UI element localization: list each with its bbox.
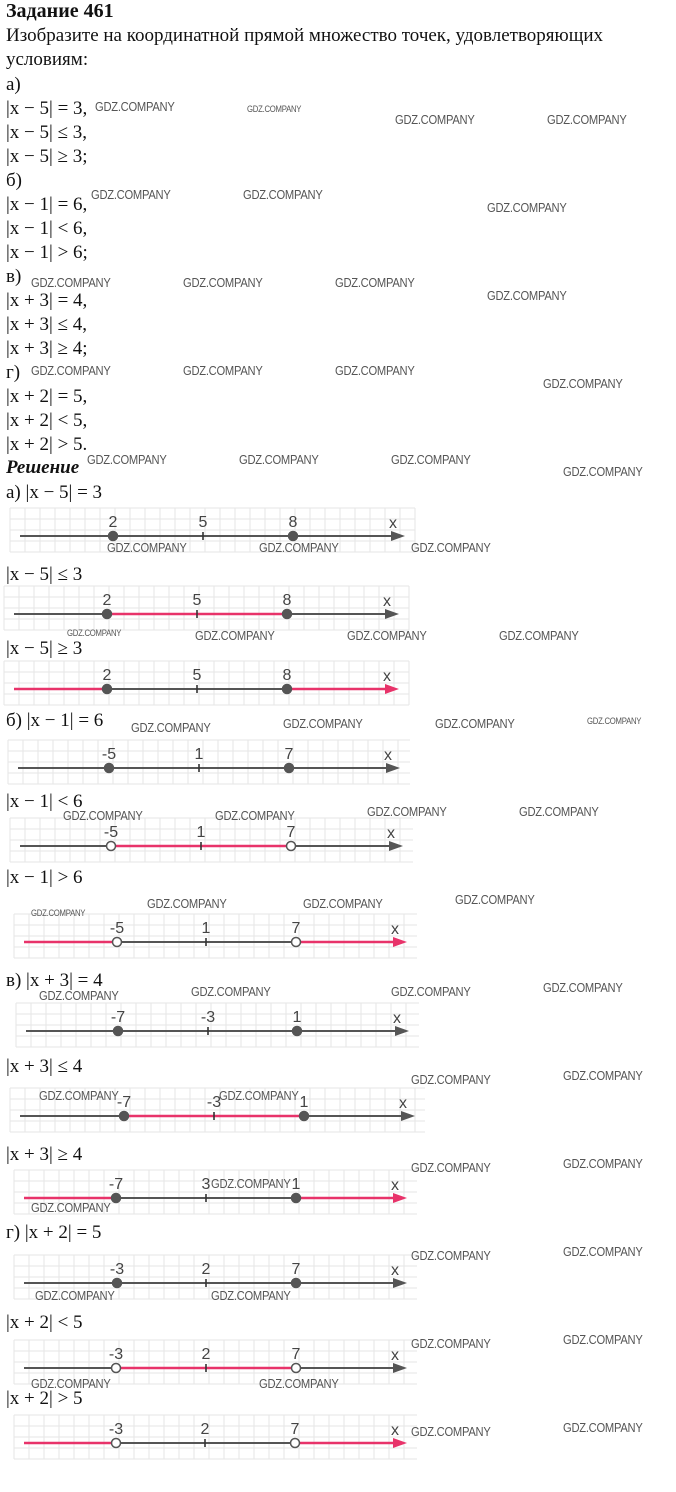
tick-label: -5: [109, 920, 125, 937]
number-line: [0, 912, 420, 962]
filled-point: [283, 685, 292, 694]
open-point: [107, 842, 116, 851]
watermark: GDZ.COMPANY: [147, 896, 227, 911]
tick-label: 1: [196, 824, 206, 841]
filled-point: [103, 610, 112, 619]
watermark: GDZ.COMPANY: [347, 628, 427, 643]
tick-label: 2: [102, 592, 112, 609]
watermark: GDZ.COMPANY: [499, 628, 579, 643]
watermark: GDZ.COMPANY: [335, 275, 415, 290]
watermark: GDZ.COMPANY: [487, 200, 567, 215]
tick-label: -7: [108, 1176, 124, 1193]
condition-b-3: |x − 1| > 6;: [6, 242, 88, 263]
filled-point: [292, 1279, 301, 1288]
watermark: GDZ.COMPANY: [411, 1336, 491, 1351]
axis-variable-label: x: [391, 1422, 399, 1439]
filled-point: [113, 1279, 122, 1288]
watermark: GDZ.COMPANY: [367, 804, 447, 819]
axis-arrow: [393, 1193, 407, 1203]
condition-b-1: |x − 1| = 6,: [6, 194, 88, 215]
tick-label: -7: [110, 1009, 126, 1026]
number-line-caption: б) |x − 1| = 6: [6, 710, 104, 731]
tick-label: -5: [101, 746, 117, 763]
tick-label: 1: [291, 1176, 301, 1193]
filled-point: [112, 1194, 121, 1203]
watermark: GDZ.COMPANY: [35, 1288, 115, 1303]
tick-label: 7: [284, 746, 294, 763]
watermark: GDZ.COMPANY: [259, 540, 339, 555]
watermark: GDZ.COMPANY: [455, 892, 535, 907]
watermark: GDZ.COMPANY: [31, 1376, 111, 1391]
axis-variable-label: x: [391, 1347, 399, 1364]
tick-label: -3: [206, 1094, 222, 1111]
watermark: GDZ.COMPANY: [211, 1176, 291, 1191]
watermark: GDZ.COMPANY: [243, 187, 323, 202]
axis-arrow: [389, 841, 403, 851]
watermark: GDZ.COMPANY: [183, 275, 263, 290]
axis-arrow: [393, 1278, 407, 1288]
watermark: GDZ.COMPANY: [411, 1072, 491, 1087]
watermark: GDZ.COMPANY: [219, 1088, 299, 1103]
number-line: [0, 506, 420, 556]
number-line-caption: а) |x − 5| = 3: [6, 482, 103, 503]
tick-label: 8: [282, 592, 292, 609]
number-line-caption: |x + 2| > 5: [6, 1388, 83, 1409]
axis-variable-label: x: [393, 1010, 401, 1027]
number-line-caption: |x + 3| ≥ 4: [6, 1144, 83, 1165]
watermark: GDZ.COMPANY: [543, 376, 623, 391]
filled-point: [105, 764, 114, 773]
number-line-caption: в) |x + 3| = 4: [6, 970, 103, 991]
grid: [4, 661, 409, 705]
watermark: GDZ.COMPANY: [31, 1200, 111, 1215]
axis-variable-label: x: [383, 668, 391, 685]
watermark: GDZ.COMPANY: [31, 363, 111, 378]
solution-heading: Решение: [6, 457, 80, 478]
watermark: GDZ.COMPANY: [411, 540, 491, 555]
watermark: GDZ.COMPANY: [191, 984, 271, 999]
tick-label: 1: [201, 920, 211, 937]
condition-a-3: |x − 5| ≥ 3;: [6, 146, 88, 167]
condition-b-label: б): [6, 170, 22, 191]
tick-label: 3: [201, 1176, 211, 1193]
watermark: GDZ.COMPANY: [63, 808, 143, 823]
open-point: [292, 1364, 301, 1373]
filled-point: [300, 1112, 309, 1121]
condition-d-2: |x + 2| < 5,: [6, 410, 88, 431]
filled-point: [114, 1027, 123, 1036]
grid: [10, 818, 413, 862]
watermark: GDZ.COMPANY: [31, 908, 86, 918]
condition-d-1: |x + 2| = 5,: [6, 386, 88, 407]
axis-arrow: [385, 684, 399, 694]
grid: [14, 914, 417, 958]
tick-label: 2: [108, 514, 118, 531]
watermark: GDZ.COMPANY: [563, 1244, 643, 1259]
tick-label: 7: [290, 1421, 300, 1438]
tick-label: 7: [291, 1346, 301, 1363]
watermark: GDZ.COMPANY: [587, 716, 642, 726]
filled-point: [292, 1194, 301, 1203]
condition-b-2: |x − 1| < 6,: [6, 218, 88, 239]
number-line-caption: г) |x + 2| = 5: [6, 1222, 102, 1243]
watermark: GDZ.COMPANY: [547, 112, 627, 127]
watermark: GDZ.COMPANY: [543, 980, 623, 995]
watermark: GDZ.COMPANY: [87, 452, 167, 467]
axis-variable-label: x: [383, 593, 391, 610]
filled-point: [120, 1112, 129, 1121]
tick-label: 8: [282, 667, 292, 684]
number-line: [0, 1001, 420, 1051]
tick-label: 2: [201, 1261, 211, 1278]
axis-variable-label: x: [399, 1095, 407, 1112]
grid: [16, 1003, 419, 1047]
tick-label: 1: [292, 1009, 302, 1026]
tick-label: 5: [192, 667, 202, 684]
tick-label: -3: [108, 1346, 124, 1363]
watermark: GDZ.COMPANY: [563, 1156, 643, 1171]
watermark: GDZ.COMPANY: [107, 540, 187, 555]
axis-variable-label: x: [389, 515, 397, 532]
tick-label: 2: [200, 1421, 210, 1438]
watermark: GDZ.COMPANY: [39, 1088, 119, 1103]
number-line: [0, 659, 420, 709]
grid: [10, 508, 415, 552]
watermark: GDZ.COMPANY: [95, 99, 175, 114]
task-title: Задание 461: [6, 0, 114, 22]
watermark: GDZ.COMPANY: [411, 1160, 491, 1175]
watermark: GDZ.COMPANY: [563, 1420, 643, 1435]
filled-point: [103, 685, 112, 694]
watermark: GDZ.COMPANY: [239, 452, 319, 467]
watermark: GDZ.COMPANY: [211, 1288, 291, 1303]
axis-arrow: [393, 937, 407, 947]
filled-point: [285, 764, 294, 773]
condition-c-2: |x + 3| ≤ 4,: [6, 314, 88, 335]
filled-point: [293, 1027, 302, 1036]
axis-arrow: [385, 609, 399, 619]
watermark: GDZ.COMPANY: [247, 104, 302, 114]
axis-variable-label: x: [391, 921, 399, 938]
watermark: GDZ.COMPANY: [411, 1424, 491, 1439]
open-point: [112, 1364, 121, 1373]
axis-arrow: [393, 1363, 407, 1373]
open-point: [112, 1439, 121, 1448]
number-line: [0, 1413, 420, 1463]
axis-arrow: [393, 1438, 407, 1448]
axis-variable-label: x: [391, 1262, 399, 1279]
condition-c-1: |x + 3| = 4,: [6, 290, 88, 311]
watermark: GDZ.COMPANY: [215, 808, 295, 823]
watermark: GDZ.COMPANY: [391, 452, 471, 467]
number-line: [0, 584, 420, 634]
tick-label: -3: [200, 1009, 216, 1026]
watermark: GDZ.COMPANY: [259, 1376, 339, 1391]
watermark: GDZ.COMPANY: [487, 288, 567, 303]
condition-d-3: |x + 2| > 5.: [6, 434, 88, 455]
axis-arrow: [391, 531, 405, 541]
open-point: [292, 938, 301, 947]
watermark: GDZ.COMPANY: [183, 363, 263, 378]
open-point: [113, 938, 122, 947]
statement-line-2: условиям:: [6, 49, 89, 70]
tick-label: 7: [291, 1261, 301, 1278]
axis-arrow: [401, 1111, 415, 1121]
condition-c-label: в): [6, 266, 22, 287]
watermark: GDZ.COMPANY: [395, 112, 475, 127]
watermark: GDZ.COMPANY: [67, 628, 122, 638]
watermark: GDZ.COMPANY: [195, 628, 275, 643]
tick-label: 7: [291, 920, 301, 937]
number-line: [0, 738, 420, 788]
condition-a-2: |x − 5| ≤ 3,: [6, 122, 88, 143]
number-line-caption: |x + 3| ≤ 4: [6, 1056, 83, 1077]
condition-c-3: |x + 3| ≥ 4;: [6, 338, 88, 359]
number-line-caption: |x − 1| < 6: [6, 791, 83, 812]
watermark: GDZ.COMPANY: [131, 720, 211, 735]
tick-label: 1: [299, 1094, 309, 1111]
axis-variable-label: x: [391, 1177, 399, 1194]
watermark: GDZ.COMPANY: [563, 1068, 643, 1083]
tick-label: 1: [194, 746, 204, 763]
tick-label: 5: [198, 514, 208, 531]
tick-label: -5: [103, 824, 119, 841]
tick-label: 5: [192, 592, 202, 609]
watermark: GDZ.COMPANY: [563, 1332, 643, 1347]
open-point: [287, 842, 296, 851]
filled-point: [283, 610, 292, 619]
condition-d-label: г): [6, 362, 21, 383]
condition-a-1: |x − 5| = 3,: [6, 98, 88, 119]
watermark: GDZ.COMPANY: [31, 275, 111, 290]
watermark: GDZ.COMPANY: [519, 804, 599, 819]
axis-variable-label: x: [384, 747, 392, 764]
number-line-caption: |x + 2| < 5: [6, 1312, 83, 1333]
axis-arrow: [395, 1026, 409, 1036]
watermark: GDZ.COMPANY: [411, 1248, 491, 1263]
number-line-caption: |x − 5| ≥ 3: [6, 638, 83, 659]
watermark: GDZ.COMPANY: [91, 187, 171, 202]
grid: [4, 586, 409, 630]
watermark: GDZ.COMPANY: [391, 984, 471, 999]
axis-variable-label: x: [387, 825, 395, 842]
watermark: GDZ.COMPANY: [303, 896, 383, 911]
tick-label: -3: [108, 1421, 124, 1438]
watermark: GDZ.COMPANY: [39, 988, 119, 1003]
number-line-caption: |x − 1| > 6: [6, 867, 83, 888]
condition-a-label: а): [6, 74, 21, 95]
number-line-caption: |x − 5| ≤ 3: [6, 564, 83, 585]
watermark: GDZ.COMPANY: [283, 716, 363, 731]
tick-label: 2: [102, 667, 112, 684]
number-line: [0, 816, 420, 866]
watermark: GDZ.COMPANY: [435, 716, 515, 731]
tick-label: 8: [288, 514, 298, 531]
watermark: GDZ.COMPANY: [335, 363, 415, 378]
tick-label: 7: [286, 824, 296, 841]
tick-label: -3: [109, 1261, 125, 1278]
open-point: [291, 1439, 300, 1448]
grid: [14, 1415, 417, 1459]
tick-label: -7: [116, 1094, 132, 1111]
tick-label: 2: [201, 1346, 211, 1363]
watermark: GDZ.COMPANY: [563, 464, 643, 479]
statement-line-1: Изобразите на координатной прямой множество точек, удовлетворяющих: [6, 25, 604, 46]
grid: [8, 740, 410, 784]
